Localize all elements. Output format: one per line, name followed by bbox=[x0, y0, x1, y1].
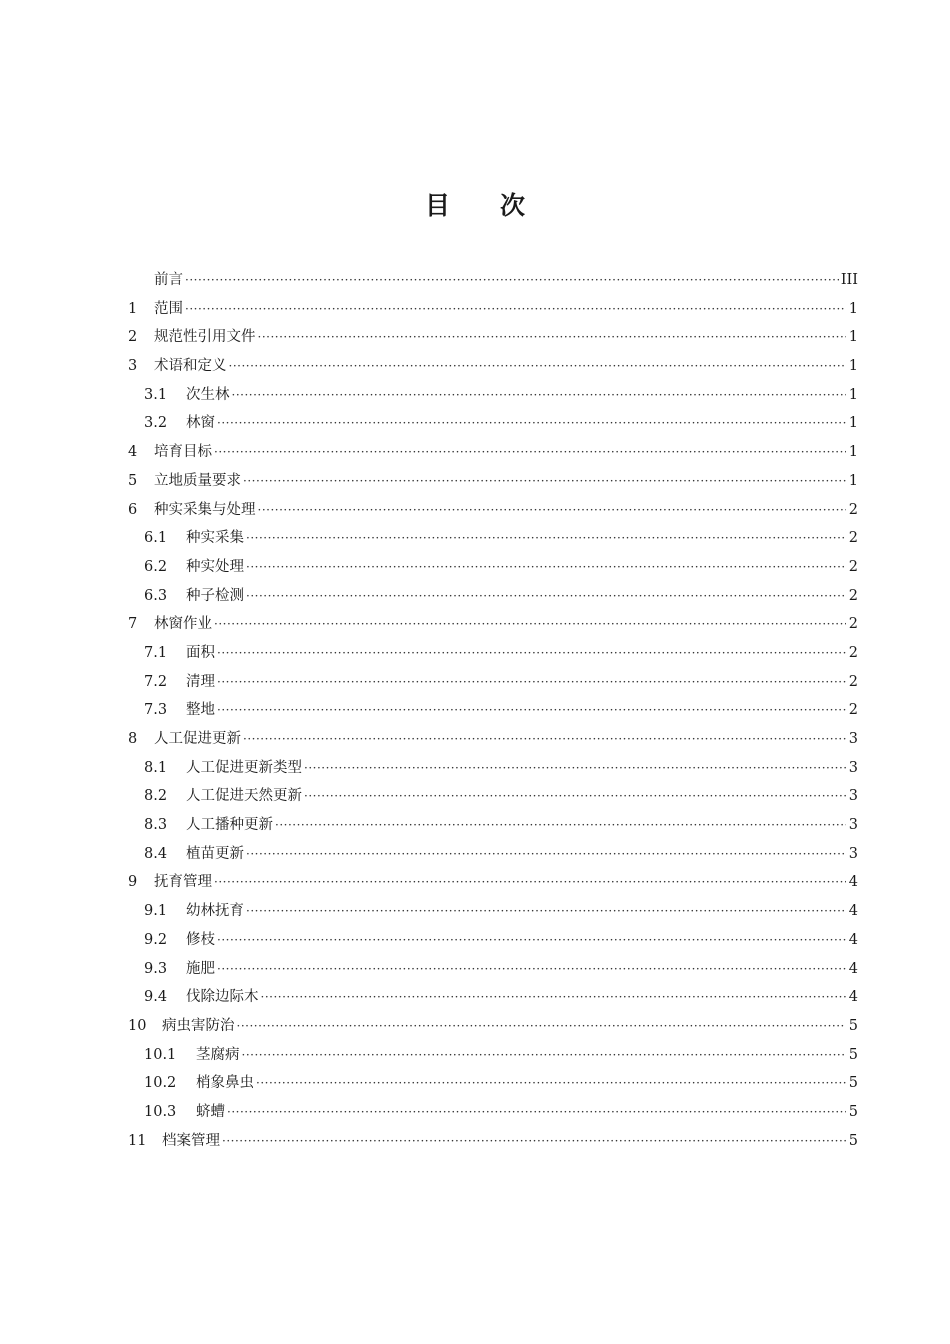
dot-leader bbox=[246, 524, 846, 553]
toc-entry-page-number: 2 bbox=[848, 616, 858, 633]
toc-entry-page-number: 1 bbox=[848, 472, 858, 489]
toc-entry-label: 范围 bbox=[154, 300, 183, 317]
toc-entry[interactable] bbox=[128, 409, 858, 438]
toc-entry-label: 植苗更新 bbox=[186, 845, 244, 862]
dot-leader bbox=[232, 381, 847, 410]
toc-entry-number: 9.3 bbox=[144, 960, 168, 977]
toc-entry[interactable] bbox=[128, 1041, 858, 1070]
toc-entry[interactable] bbox=[128, 1069, 858, 1098]
toc-entry-number: 8.1 bbox=[144, 759, 168, 776]
toc-entry-label: 人工促进天然更新 bbox=[186, 788, 302, 805]
toc-entry-label: 人工促进更新 bbox=[154, 731, 241, 747]
toc-entry-number: 10 bbox=[128, 1017, 147, 1034]
toc-entry[interactable] bbox=[128, 725, 858, 754]
dot-leader bbox=[256, 1069, 846, 1098]
toc-entry-page-number: 3 bbox=[848, 817, 858, 834]
toc-entry-number: 7.2 bbox=[144, 673, 168, 690]
toc-entry-page-number: 5 bbox=[848, 1017, 858, 1034]
toc-entry-page-number: 4 bbox=[848, 989, 858, 1006]
toc-entry[interactable] bbox=[128, 524, 858, 553]
toc-entry-number: 8.2 bbox=[144, 788, 168, 805]
title-char-1: 目 bbox=[424, 191, 450, 220]
dot-leader bbox=[258, 323, 847, 352]
toc-entry-number: 9.1 bbox=[144, 903, 168, 920]
dot-leader bbox=[246, 553, 846, 582]
toc-entry[interactable] bbox=[128, 467, 858, 496]
dot-leader bbox=[185, 266, 839, 295]
dot-leader bbox=[275, 811, 846, 840]
toc-entry[interactable] bbox=[128, 754, 858, 783]
toc-entry-number: 10.1 bbox=[144, 1046, 177, 1063]
toc-entry[interactable] bbox=[128, 811, 858, 840]
toc-entry-number: 10.3 bbox=[144, 1103, 177, 1120]
dot-leader bbox=[217, 668, 846, 697]
toc-entry-label: 清理 bbox=[186, 673, 215, 690]
toc-entry[interactable] bbox=[128, 897, 858, 926]
dot-leader bbox=[214, 610, 846, 639]
toc-entry-page-number: 4 bbox=[848, 874, 858, 891]
toc-entry-page-number: 1 bbox=[848, 415, 858, 432]
toc-entry[interactable] bbox=[128, 323, 858, 352]
toc-entry[interactable] bbox=[128, 438, 858, 467]
toc-entry-label: 培育目标 bbox=[154, 444, 212, 461]
dot-leader bbox=[246, 582, 846, 611]
toc-entry-label: 林窗作业 bbox=[154, 616, 212, 633]
toc-entry-label: 抚育管理 bbox=[154, 874, 212, 891]
toc-entry-label: 档案管理 bbox=[162, 1132, 220, 1149]
toc-entry-number: 7.3 bbox=[144, 702, 168, 719]
toc-entry-page-number: 1 bbox=[848, 329, 858, 346]
toc-entry-page-number: 5 bbox=[848, 1103, 858, 1120]
toc-entry-label: 前言 bbox=[154, 272, 183, 288]
dot-leader bbox=[185, 295, 846, 324]
toc-entry-number: 1 bbox=[128, 300, 138, 317]
toc-entry-page-number: 4 bbox=[848, 903, 858, 920]
toc-entry[interactable] bbox=[128, 610, 858, 639]
toc-entry-label: 茎腐病 bbox=[196, 1046, 240, 1063]
toc-entry[interactable] bbox=[128, 983, 858, 1012]
toc-entry[interactable] bbox=[128, 553, 858, 582]
toc-entry-number: 6.3 bbox=[144, 587, 168, 604]
toc-entry[interactable] bbox=[128, 582, 858, 611]
dot-leader bbox=[214, 438, 846, 467]
toc-entry-page-number: 3 bbox=[848, 845, 858, 862]
toc-entry-number: 3.1 bbox=[144, 386, 168, 403]
toc-entry-label: 整地 bbox=[186, 702, 215, 719]
toc-entry-page-number: III bbox=[840, 272, 858, 288]
toc-entry-label: 幼林抚育 bbox=[186, 903, 244, 920]
toc-entry-label: 规范性引用文件 bbox=[154, 329, 256, 346]
toc-entry-page-number: 3 bbox=[848, 788, 858, 805]
dot-leader bbox=[217, 955, 846, 984]
toc-entry-page-number: 2 bbox=[848, 644, 858, 661]
toc-entry-page-number: 3 bbox=[848, 759, 858, 776]
toc-entry-number: 3 bbox=[128, 358, 138, 375]
dot-leader bbox=[217, 696, 846, 725]
toc-entry-number: 10.2 bbox=[144, 1075, 177, 1092]
toc-entry-number: 7.1 bbox=[144, 644, 168, 661]
dot-leader bbox=[217, 639, 846, 668]
toc-entry-page-number: 2 bbox=[848, 702, 858, 719]
toc-entry-label: 蛴螬 bbox=[196, 1103, 225, 1120]
toc-entry[interactable] bbox=[128, 1127, 858, 1156]
toc-entry-number: 6 bbox=[128, 501, 138, 518]
toc-entry[interactable] bbox=[128, 496, 858, 525]
toc-entry-label: 人工播种更新 bbox=[186, 817, 273, 834]
toc-entry-page-number: 3 bbox=[848, 731, 858, 747]
toc-entry[interactable] bbox=[128, 1012, 858, 1041]
title-char-2: 次 bbox=[500, 191, 526, 220]
dot-leader bbox=[246, 897, 846, 926]
page-title bbox=[0, 186, 950, 222]
toc-entry-page-number: 2 bbox=[848, 558, 858, 575]
toc-entry-page-number: 2 bbox=[848, 673, 858, 690]
toc-entry-page-number: 5 bbox=[848, 1046, 858, 1063]
dot-leader bbox=[237, 1012, 847, 1041]
toc-entry-number: 11 bbox=[128, 1132, 147, 1149]
toc-entry[interactable] bbox=[128, 352, 858, 381]
toc-entry-number: 2 bbox=[128, 329, 138, 346]
toc-entry-label: 立地质量要求 bbox=[154, 472, 241, 489]
toc-entry-label: 梢象鼻虫 bbox=[196, 1075, 254, 1092]
toc-entry[interactable] bbox=[128, 668, 858, 697]
toc-entry-label: 修枝 bbox=[186, 931, 215, 948]
toc-entry-number: 8 bbox=[128, 731, 138, 747]
dot-leader bbox=[229, 352, 847, 381]
dot-leader bbox=[304, 782, 846, 811]
toc-entry[interactable] bbox=[128, 868, 858, 897]
toc-entry-number: 8.3 bbox=[144, 817, 168, 834]
toc-entry[interactable] bbox=[128, 840, 858, 869]
toc-entry[interactable] bbox=[128, 295, 858, 324]
toc-entry-number: 4 bbox=[128, 444, 138, 461]
toc-entry[interactable] bbox=[128, 696, 858, 725]
toc-entry-label: 种实采集与处理 bbox=[154, 501, 256, 518]
dot-leader bbox=[246, 840, 846, 869]
toc-entry-page-number: 2 bbox=[848, 501, 858, 518]
dot-leader bbox=[243, 725, 846, 754]
toc-entry[interactable] bbox=[128, 955, 858, 984]
toc-entry-number: 9.4 bbox=[144, 989, 168, 1006]
toc-entry-number: 9 bbox=[128, 874, 138, 891]
dot-leader bbox=[227, 1098, 846, 1127]
toc-entry-page-number: 5 bbox=[848, 1132, 858, 1149]
dot-leader bbox=[242, 1041, 847, 1070]
toc-entry-number: 6.1 bbox=[144, 530, 168, 547]
toc-entry-number: 5 bbox=[128, 472, 138, 489]
toc-entry-number: 6.2 bbox=[144, 558, 168, 575]
toc-entry-label: 种实采集 bbox=[186, 530, 244, 547]
toc-entry[interactable] bbox=[128, 926, 858, 955]
toc-entry-label: 术语和定义 bbox=[154, 358, 227, 375]
toc-entry-page-number: 1 bbox=[848, 386, 858, 403]
dot-leader bbox=[222, 1127, 846, 1156]
toc-entry-page-number: 1 bbox=[848, 444, 858, 461]
toc-entry-label: 人工促进更新类型 bbox=[186, 759, 302, 776]
dot-leader bbox=[261, 983, 847, 1012]
toc-entry-label: 次生林 bbox=[186, 386, 230, 403]
toc-entry-label: 种实处理 bbox=[186, 558, 244, 575]
toc-entry-label: 面积 bbox=[186, 644, 215, 661]
toc-entry-label: 施肥 bbox=[186, 960, 215, 977]
toc-entry-page-number: 4 bbox=[848, 931, 858, 948]
toc-entry-number: 9.2 bbox=[144, 931, 168, 948]
toc-entry-page-number: 4 bbox=[848, 960, 858, 977]
dot-leader bbox=[217, 409, 846, 438]
toc-entry[interactable] bbox=[128, 381, 858, 410]
toc-entry-label: 病虫害防治 bbox=[162, 1017, 235, 1034]
toc-entry-page-number: 2 bbox=[848, 587, 858, 604]
dot-leader bbox=[304, 754, 846, 783]
toc-entry-page-number: 1 bbox=[848, 300, 858, 317]
toc-entry-number: 7 bbox=[128, 616, 138, 633]
dot-leader bbox=[258, 496, 847, 525]
toc-entry-label: 种子检测 bbox=[186, 587, 244, 604]
dot-leader bbox=[214, 868, 846, 897]
dot-leader bbox=[217, 926, 846, 955]
toc-entry-label: 林窗 bbox=[186, 415, 215, 432]
toc-entry-page-number: 5 bbox=[848, 1075, 858, 1092]
toc-entry-label: 伐除边际木 bbox=[186, 989, 259, 1006]
dot-leader bbox=[243, 467, 846, 496]
toc-entry-number: 8.4 bbox=[144, 845, 168, 862]
toc-entry-page-number: 1 bbox=[848, 358, 858, 375]
table-of-contents bbox=[128, 266, 858, 1155]
toc-entry[interactable] bbox=[128, 1098, 858, 1127]
toc-entry-number: 3.2 bbox=[144, 415, 168, 432]
toc-entry[interactable] bbox=[128, 782, 858, 811]
toc-entry-page-number: 2 bbox=[848, 530, 858, 547]
toc-entry[interactable] bbox=[128, 639, 858, 668]
toc-entry[interactable] bbox=[128, 266, 858, 295]
